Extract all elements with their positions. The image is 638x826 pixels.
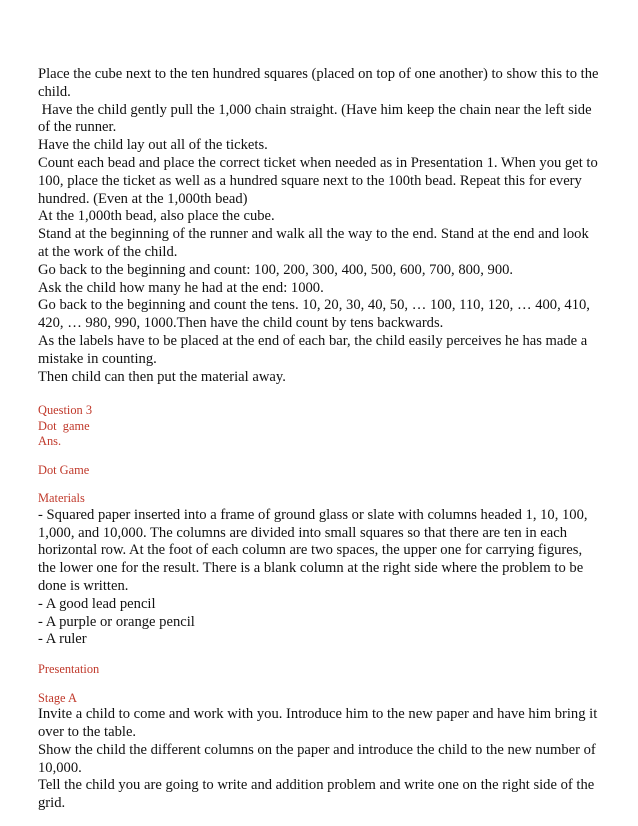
- text-line: the lower one for the result. There is a blank column at the right side where the problem to be: [38, 560, 584, 577]
- text-line: grid.: [38, 795, 66, 812]
- text-line: Invite a child to come and work with you. Introduce him to the new paper and have him bring it: [38, 706, 598, 723]
- text-line: Count each bead and place the correct ticket when needed as in Presentation 1. When you get to: [38, 154, 598, 171]
- text-line: Go back to the beginning and count: 100, 200, 300, 400, 500, 600, 700, 800, 900.: [38, 261, 514, 278]
- text-line: at the work of the child.: [38, 243, 178, 260]
- text-line: of the runner.: [38, 119, 117, 136]
- materials-list: [38, 507, 608, 649]
- text-line: Stand at the beginning of the runner and walk all the way to the end. Stand at the end and look: [38, 226, 589, 243]
- text-line: Then child can then put the material away.: [38, 368, 286, 385]
- text-line: Have the child lay out all of the tickets.: [38, 137, 268, 154]
- text-line: Go back to the beginning and count the tens. 10, 20, 30, 40, 50, … 100, 110, 120, … 400, 410,: [38, 297, 590, 314]
- text-line: Have the child gently pull the 1,000 chain straight. (Have him keep the chain near the left side: [38, 101, 592, 118]
- document-page: [38, 66, 608, 813]
- paragraph-block-1: [38, 66, 608, 386]
- text-line: hundred. (Even at the 1,000th bead): [38, 190, 248, 207]
- text-line: done is written.: [38, 578, 129, 595]
- section-heading-materials: Materials: [38, 491, 85, 506]
- text-line: 10,000.: [38, 759, 82, 776]
- question-title: Dot game: [38, 418, 90, 433]
- question-block: [38, 403, 608, 450]
- text-line: mistake in counting.: [38, 350, 157, 367]
- answer-label: Ans.: [38, 434, 62, 449]
- question-label: Question 3: [38, 403, 93, 418]
- text-line: As the labels have to be placed at the end of each bar, the child easily perceives he has made a: [38, 332, 588, 349]
- text-line: over to the table.: [38, 724, 137, 741]
- section-heading-stage-a: Stage A: [38, 690, 77, 705]
- section-heading-dot-game: Dot Game: [38, 462, 90, 477]
- text-line: Tell the child you are going to write and addition problem and write one on the right side of the: [38, 777, 595, 794]
- text-line: Place the cube next to the ten hundred squares (placed on top of one another) to show this to the: [38, 66, 599, 82]
- text-line: - A good lead pencil: [38, 595, 156, 612]
- text-line: - A ruler: [38, 631, 87, 648]
- text-line: Ask the child how many he had at the end: 1000.: [38, 279, 324, 296]
- text-line: horizontal row. At the foot of each column are two spaces, the upper one for carrying figures,: [38, 542, 583, 559]
- text-line: - Squared paper inserted into a frame of ground glass or slate with columns headed 1, 10, 100,: [38, 506, 588, 523]
- text-line: - A purple or orange pencil: [38, 613, 195, 630]
- text-line: 1,000, and 10,000. The columns are divided into small squares so that there are ten in each: [38, 524, 568, 541]
- text-line: 100, place the ticket as well as a hundred square next to the 100th bead. Repeat this for every: [38, 172, 582, 189]
- text-line: child.: [38, 83, 71, 100]
- stage-a-text: [38, 706, 608, 813]
- section-heading-presentation: Presentation: [38, 662, 100, 677]
- text-line: 420, … 980, 990, 1000.Then have the child count by tens backwards.: [38, 315, 444, 332]
- text-line: At the 1,000th bead, also place the cube.: [38, 208, 275, 225]
- text-line: Show the child the different columns on the paper and introduce the child to the new number of: [38, 741, 596, 758]
